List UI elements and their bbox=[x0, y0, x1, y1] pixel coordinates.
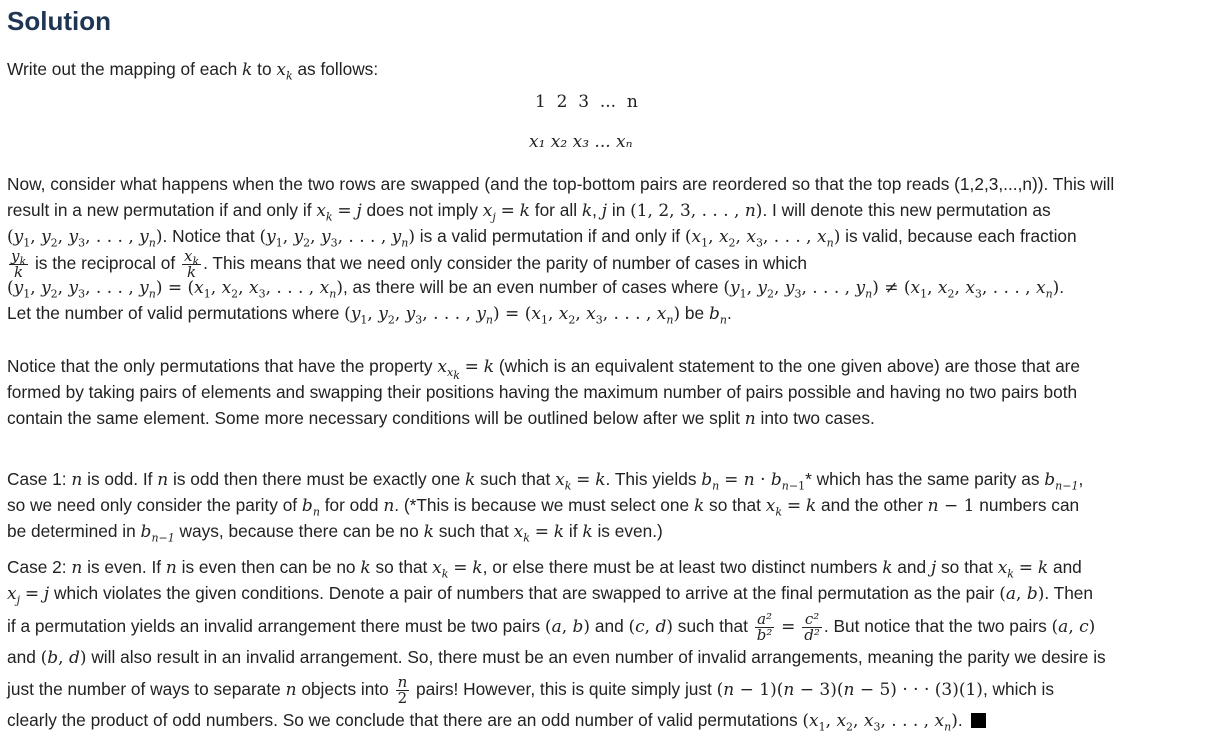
text-line: contain the same element. Some more necessary conditions will be outlined below after we split n into two cases. bbox=[7, 407, 875, 429]
text-line: be determined in $b_{n-1}$ ways, because there can be no k such that $x_k = k$ if k is even.) bbox=[7, 520, 663, 544]
text-line: $\frac{y_k}{k}$ is the reciprocal of $\frac{x_k}{k}$ . This means that we need only consider the parity of number of cases in which bbox=[11, 247, 808, 282]
qed-square-icon bbox=[971, 713, 986, 728]
fraction-yk-over-k: $\frac{y_k}{k}$ bbox=[11, 247, 27, 282]
text-line: just the number of ways to separate n objects into $\frac{n}{2}$ pairs! However, this is quite simply just (n − 1)(n − 3)(n − 5) · · · (3)(1), which is bbox=[7, 673, 1055, 708]
paragraph-swap-rows bbox=[7, 172, 1207, 327]
fraction-c2-over-d2: $\frac{\text{c²}}{\text{d²}}$ bbox=[804, 609, 820, 644]
text-line: ($y_1$, $y_2$, $y_3$, . . . , $y_n$). Notice that ($y_1$, $y_2$, $y_3$, . . . , $y_n$) is a valid permutation if and only if ($x_1$, $x_2$, $x_3$, . . . , $x_n$) is valid, because each fraction bbox=[7, 225, 1077, 249]
fraction-n-over-2: $\frac{n}{2}$ bbox=[397, 673, 408, 708]
text-line: Notice that the only permutations that have the property $x_{x_k} = k$ (which is an equivalent statement to the one given above) are those that are bbox=[7, 356, 1081, 383]
fraction-a2-over-b2: $\frac{\text{a²}}{\text{b²}}$ bbox=[756, 609, 773, 644]
text-line: $x_j = j$ which violates the given conditions. Denote a pair of numbers that are swapped to arrive at the final permutation as the pair (a, b). Then bbox=[7, 582, 1094, 607]
paragraph-case-1 bbox=[7, 467, 1207, 544]
paragraph-property bbox=[7, 354, 1207, 431]
fraction-xk-over-k: $\frac{x_k}{k}$ bbox=[184, 247, 200, 282]
text-line: if a permutation yields an invalid arrangement there must be two pairs (a, b) and (c, d) such that $\frac{\text{a²}}{\text{b²}}$ = $\frac{\text{c²}}{\text{d²}}$ . But notice that the two pairs (a, c) bbox=[7, 609, 1096, 644]
text-line: so we need only consider the parity of $b_n$ for odd n. (*This is because we must select one k so that $x_k = k$ and the other n − 1 numbers can bbox=[7, 494, 1080, 519]
text-line: Now, consider what happens when the two rows are swapped (and the top-bottom pairs are reordered so that the top reads (1,2,3,...,n)). This will bbox=[7, 174, 1115, 194]
text-line: result in a new permutation if and only if $x_k = j$ does not imply $x_j = k$ for all k, j in (1, 2, 3, . . . , n). I will denote this new permutation as bbox=[7, 199, 1051, 224]
intro-text: Write out the mapping of each k to $x_k$ as follows: bbox=[7, 59, 379, 83]
text-line: formed by taking pairs of elements and swapping their positions having the maximum number of pairs possible and having no two pairs both bbox=[7, 381, 1078, 402]
page-title: Solution bbox=[7, 6, 111, 36]
text-line: Case 2: n is even. If n is even then can be no k so that $x_k = k$, or else there must be at least two distinct numbers k and j so that $x_k = k$ and bbox=[7, 557, 1082, 581]
mapping-bottom-row: x₁ x₂ x₃ ... xₙ bbox=[529, 132, 633, 152]
text-line: Let the number of valid permutations where ($y_1$, $y_2$, $y_3$, . . . , $y_n) = (x_1$, $x_2$, $x_3$, . . . , $x_n$) be $b_n$. bbox=[7, 302, 732, 327]
mapping-top-row: 1 2 3 ... n bbox=[535, 92, 638, 112]
paragraph-case-2 bbox=[7, 555, 1207, 734]
text-line: and (b, d) will also result in an invalid arrangement. So, there must be an even number of invalid arrangements, meaning the parity we desire is bbox=[7, 646, 1106, 668]
text-line: clearly the product of odd numbers. So we conclude that there are an odd number of valid permutations ($x_1$, $x_2$, $x_3$, . . . , $x_n$). bbox=[7, 708, 1207, 734]
text-line: ($y_1$, $y_2$, $y_3$, . . . , $y_n) = (x_1$, $x_2$, $x_3$, . . . , $x_n$), as there will be an even number of cases where ($y_1$, $y_2$, $y_3$, . . . , $y_n) \ne (x_1$, $x_2$, $x_3$, . . . , $x_n$). bbox=[7, 277, 1065, 301]
text-line: Case 1: n is odd. If n is odd then there must be exactly one k such that $x_k = k$. This yields $b_n = n \cdot b_{n-1}*$ which has the same parity as $b_{n-1}$, bbox=[7, 469, 1084, 493]
